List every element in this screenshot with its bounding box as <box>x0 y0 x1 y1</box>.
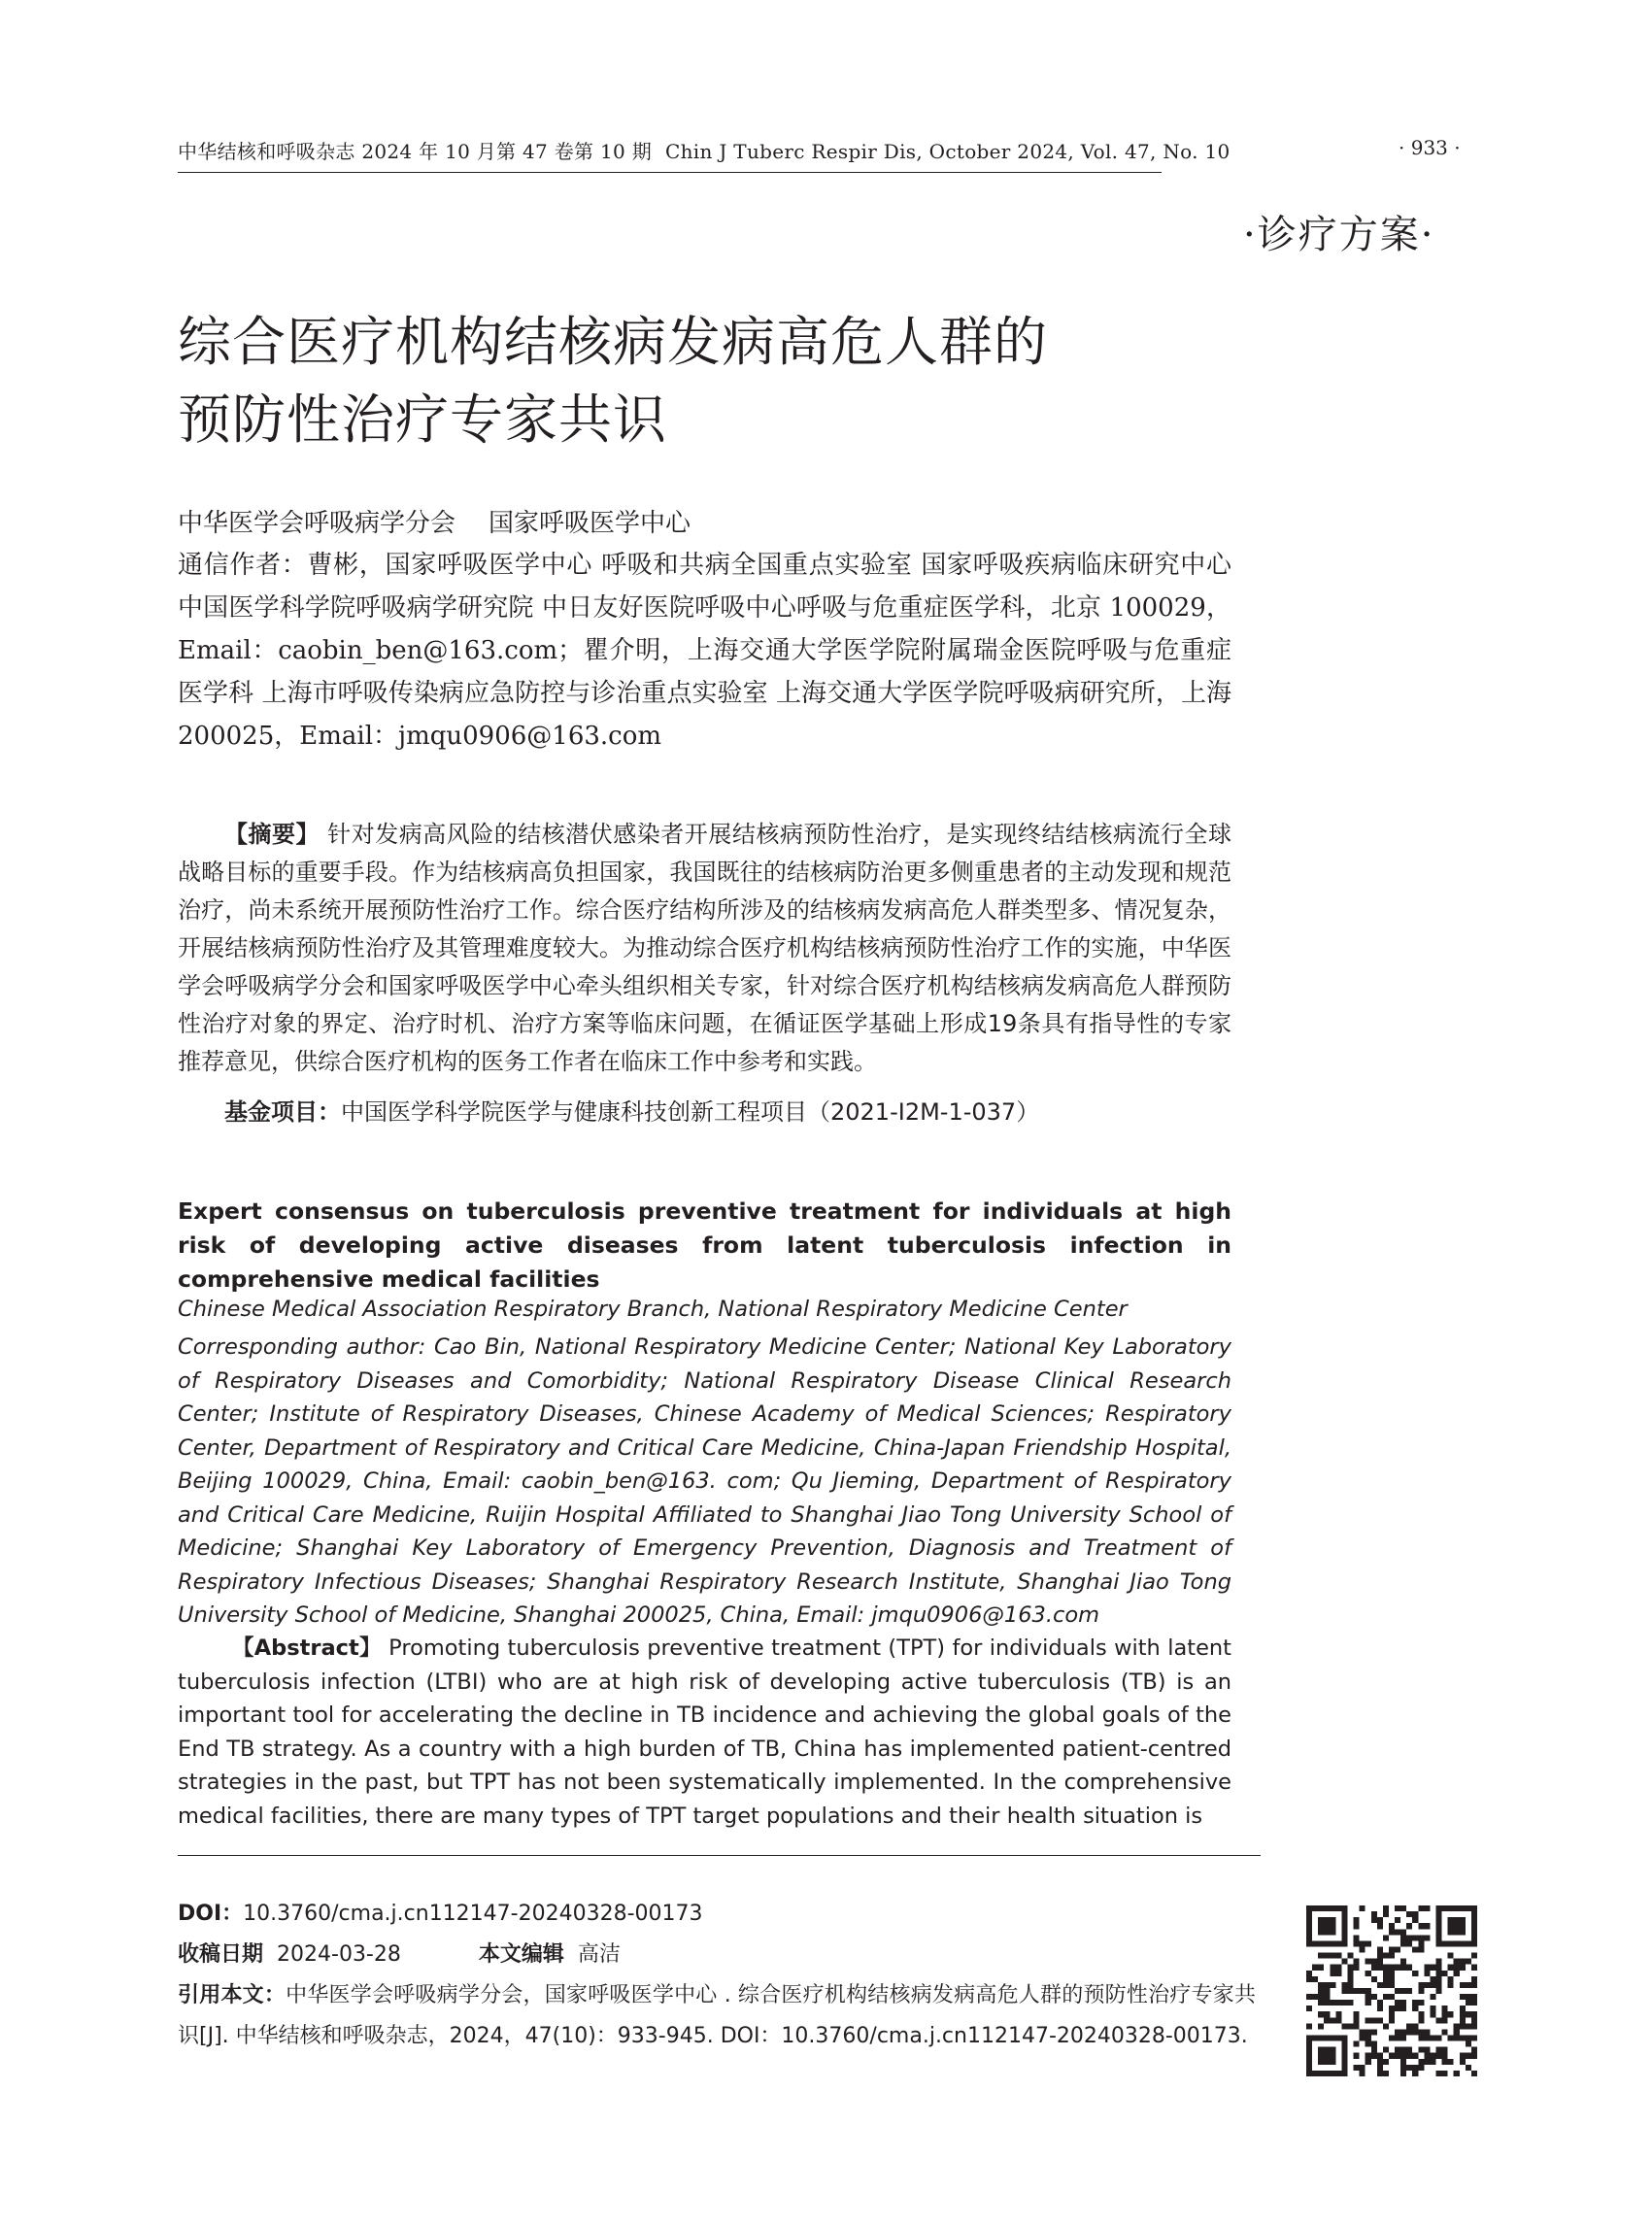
footnotes <box>178 1894 1256 2057</box>
english-abstract-label: 【Abstract】 <box>232 1635 382 1661</box>
article-title <box>178 303 1246 458</box>
journal-en: Chin J Tuberc Respir Dis, October 2024, Vol. 47, No. 10 <box>665 140 1231 163</box>
citation-label: 引用本文： <box>178 1983 287 2007</box>
qr-code-graphic <box>1306 1905 1477 2076</box>
citation-text: 中华医学会呼吸病学分会，国家呼吸医学中心 . 综合医疗机构结核病发病高危人群的预防性治疗专家共识[J]. 中华结核和呼吸杂志，2024，47(10)：933-945. DOI：10.3760/cma.j.cn112147-20240328-00173. <box>178 1983 1256 2048</box>
english-abstract <box>178 1632 1231 1833</box>
english-title: Expert consensus on tuberculosis preventive treatment for individuals at high risk of developing active diseases from latent tuberculosis infection in comprehensive medical facilities <box>178 1197 1231 1293</box>
footnote-divider <box>178 1855 1261 1856</box>
title-line-2: 预防性治疗专家共识 <box>178 388 668 451</box>
author-org-2: 国家呼吸医学中心 <box>489 509 691 538</box>
doi-label: DOI： <box>178 1902 244 1926</box>
editor-label: 本文编辑 <box>478 1942 564 1967</box>
english-corresponding-author: Corresponding author: Cao Bin, National Respiratory Medicine Center; National Key Laboratory of Respiratory Diseases and Comorbidity; National Respiratory Disease Clinical Research Center; Institute of Respiratory Diseases, Chinese Academy of Medical Sciences; Respiratory Center, Department of Respiratory and Critical Care Medicine, China-Japan Friendship Hospital, Beijing 100029, China, Email: caobin_ben@163. com; Qu Jieming, Department of Respiratory and Critical Care Medicine, Ruijin Hospital Affiliated to Shanghai Jiao Tong University School of Medicine; Shanghai Key Laboratory of Emergency Prevention, Diagnosis and Treatment of Respiratory Infectious Diseases; Shanghai Respiratory Research Institute, Shanghai Jiao Tong University School of Medicine, Shanghai 200025, China, Email: jmqu0906@163.com <box>178 1334 1231 1628</box>
journal-cn: 中华结核和呼吸杂志 2024 年 10 月第 47 卷第 10 期 <box>178 140 653 163</box>
abstract-cn <box>178 816 1231 1081</box>
citation <box>178 1975 1256 2057</box>
title-line-1: 综合医疗机构结核病发病高危人群的 <box>178 311 1049 373</box>
section-tag: ·诊疗方案· <box>1243 213 1435 257</box>
page-number: · 933 · <box>1399 136 1461 159</box>
received-line <box>178 1935 1256 1975</box>
received-label: 收稿日期 <box>178 1942 264 1967</box>
running-header <box>178 136 1231 173</box>
fund-label: 基金项目： <box>224 1098 341 1126</box>
doi-value[interactable]: 10.3760/cma.j.cn112147-20240328-00173 <box>243 1902 703 1926</box>
author-orgs <box>178 503 691 539</box>
author-org-1: 中华医学会呼吸病学分会 <box>178 509 456 538</box>
qr-code-icon[interactable] <box>1306 1905 1477 2076</box>
doi-line <box>178 1894 1256 1935</box>
fund-text: 中国医学科学院医学与健康科技创新工程项目（2021-I2M-1-037） <box>341 1098 1040 1126</box>
english-authors: Chinese Medical Association Respiratory Branch, National Respiratory Medicine Center <box>178 1297 1128 1322</box>
editor-name: 高洁 <box>577 1942 621 1967</box>
received-date: 2024-03-28 <box>277 1942 401 1967</box>
abstract-cn-label: 【摘要】 <box>224 821 320 848</box>
abstract-cn-text: 针对发病高风险的结核潜伏感染者开展结核病预防性治疗，是实现终结结核病流行全球战略目标的重要手段。作为结核病高负担国家，我国既往的结核病防治更多侧重患者的主动发现和规范治疗，尚未系统开展预防性治疗工作。综合医疗结构所涉及的结核病发病高危人群类型多、情况复杂，开展结核病预防性治疗及其管理难度较大。为推动综合医疗机构结核病预防性治疗工作的实施，中华医学会呼吸病学分会和国家呼吸医学中心牵头组织相关专家，针对综合医疗机构结核病发病高危人群预防性治疗对象的界定、治疗时机、治疗方案等临床问题，在循证医学基础上形成19条具有指导性的专家推荐意见，供综合医疗机构的医务工作者在临床工作中参考和实践。 <box>178 821 1231 1075</box>
corresponding-author-cn: 通信作者：曹彬，国家呼吸医学中心 呼吸和共病全国重点实验室 国家呼吸疾病临床研究中心 中国医学科学院呼吸病学研究院 中日友好医院呼吸中心呼吸与危重症医学科，北京 100029，Email：caobin_ben@163.com；瞿介明，上海交通大学医学院附属瑞金医院呼吸与危重症医学科 上海市呼吸传染病应急防控与诊治重点实验室 上海交通大学医学院呼吸病研究所，上海 200025，Email：jmqu0906@163.com <box>178 551 1231 751</box>
english-abstract-text: Promoting tuberculosis preventive treatment (TPT) for individuals with latent tuberculosis infection (LTBI) who are at high risk of developing active tuberculosis (TB) is an important tool for accelerating the decline in TB incidence and achieving the global goals of the End TB strategy. As a country with a high burden of TB, China has implemented patient-centred strategies in the past, but TPT has not been systematically implemented. In the comprehensive medical facilities, there are many types of TPT target populations and their health situation is <box>178 1635 1231 1829</box>
fund-project <box>224 1093 1039 1127</box>
